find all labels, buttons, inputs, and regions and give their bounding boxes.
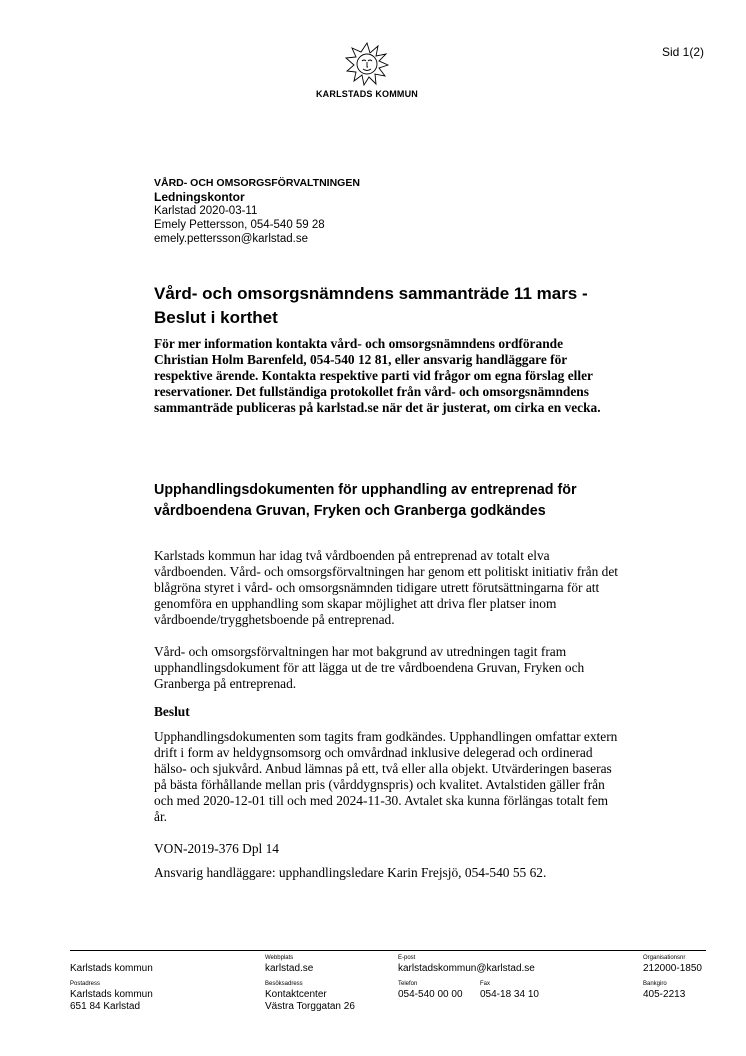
footer-postal-label: Postadress [70, 981, 101, 987]
responsible-officer: Ansvarig handläggare: upphandlingsledare Karin Frejsjö, 054-540 55 62. [154, 865, 547, 880]
decision-heading: Beslut [154, 704, 190, 719]
footer-phone-label: Telefon [398, 981, 418, 987]
sun-icon [345, 42, 389, 86]
footer-web-value: karlstad.se [265, 963, 314, 974]
page-number: Sid 1(2) [661, 45, 704, 59]
logo-text: KARLSTADS KOMMUN [315, 89, 419, 99]
footer-visit-line2: Västra Torggatan 26 [265, 1001, 355, 1012]
section-title: Upphandlingsdokumenten för upphandling av entreprenad för vårdboendena Gruvan, Fryken och Granberga godkändes [154, 482, 577, 519]
footer-visit-line1: Kontaktcenter [265, 989, 327, 1000]
footer-org-name: Karlstads kommun [70, 963, 153, 974]
footer-bankgiro-label: Bankgiro [643, 981, 667, 987]
section-paragraph-2: Vård- och omsorgsförvaltningen har mot bakgrund av utredningen tagit fram upphandlingsdokument för att lägga ut de tre vårdboendena Gruvan, Fryken och Granberga på entreprenad. [154, 644, 585, 691]
document-title: Vård- och omsorgsnämndens sammanträde 11 mars - Beslut i korthet [154, 284, 588, 327]
contact-email: emely.pettersson@karlstad.se [154, 233, 308, 245]
sender-block [154, 176, 360, 246]
footer-bankgiro-value: 405-2213 [643, 989, 686, 1000]
footer-divider [70, 950, 706, 951]
office-name: Ledningskontor [154, 190, 245, 204]
department-name: VÅRD- OCH OMSORGSFÖRVALTNINGEN [154, 177, 360, 189]
intro-paragraph: För mer information kontakta vård- och omsorgsnämndens ordförande Christian Holm Barenfeld, 054-540 12 81, eller ansvarig handläggare för respektive ärende. Kontakta respektive parti vid frågor om egna förslag eller reservationer. Det fullständiga protokollet från vård- och omsorgsnämndens sammanträde publiceras på karlstad.se när det är justerat, om cirka en vecka. [154, 336, 601, 415]
footer-fax-label: Fax [480, 981, 491, 987]
footer-orgnr-label: Organisationsnr [643, 955, 686, 961]
footer-orgnr-value: 212000-1850 [643, 963, 702, 974]
footer-visit-label: Besöksadress [265, 981, 303, 987]
contact-person: Emely Pettersson, 054-540 59 28 [154, 219, 325, 231]
footer-phone-value: 054-540 00 00 [398, 989, 463, 1000]
footer-fax-value: 054-18 34 10 [480, 989, 539, 1000]
footer-email-label: E-post [398, 955, 416, 961]
footer-postal-line2: 651 84 Karlstad [70, 1001, 141, 1012]
decision-text: Upphandlingsdokumenten som tagits fram godkändes. Upphandlingen omfattar extern drift i form av heldygnsomsorg och omvårdnad inklusive delegerad och ordinerad hälso- och sjukvård. Anbud lämnas på ett, två eller alla objekt. Utvärderingen baseras på bästa förhållande mellan pris (vårddygnspris) och kvalitet. Avtalstiden gäller från och med 2020-12-01 till och med 2024-11-30. Avtalet ska kunna förlängas totalt fem år. [154, 729, 618, 824]
logo [300, 42, 434, 99]
place-date: Karlstad 2020-03-11 [154, 205, 258, 217]
footer-postal-line1: Karlstads kommun [70, 989, 153, 1000]
reference-number: VON-2019-376 Dpl 14 [154, 841, 279, 856]
footer-web-label: Webbplats [265, 955, 294, 961]
section-paragraph-1: Karlstads kommun har idag två vårdboenden på entreprenad av totalt elva vårdboenden. Vård- och omsorgsförvaltningen har genom ett politiskt initiativ från det blågröna styret i vård- och omsorgsnämnden tidigare utrett förutsättningarna för att genomföra en upphandling som skapar möjlighet att driva fler platser inom vårdboende/trygghetsboende på entreprenad. [154, 548, 618, 627]
footer-email-value: karlstadskommun@karlstad.se [398, 963, 535, 974]
